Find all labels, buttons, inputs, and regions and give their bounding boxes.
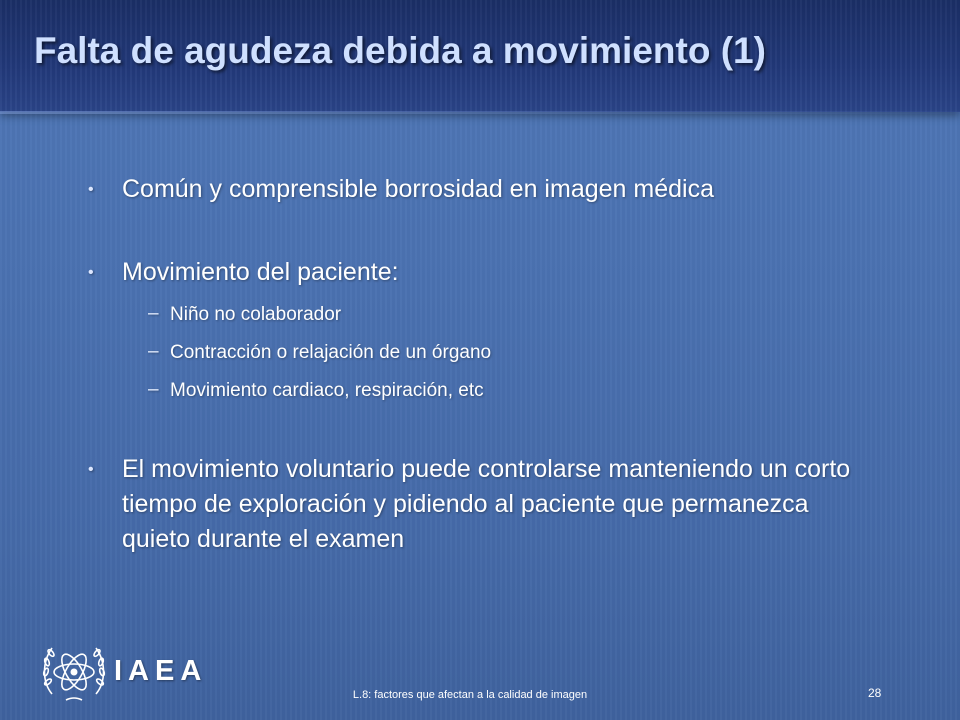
bullet-text: El movimiento voluntario puede controlarse manteniendo un corto tiempo de exploración y pidiendo al paciente que permanezca quieto durante el examen [122, 455, 851, 553]
slide-title: Falta de agudeza debida a movimiento (1) [34, 30, 766, 71]
bullet-text: Movimiento del paciente: [122, 258, 399, 286]
sub-bullet-text: Contracción o relajación de un órgano [170, 342, 492, 363]
bullet-icon: • [88, 264, 94, 281]
dash-icon: – [148, 379, 159, 400]
dash-icon: – [148, 303, 159, 324]
sub-bullet-item [148, 378, 868, 404]
iaea-logo-icon [38, 636, 110, 708]
sub-bullet-text: Niño no colaborador [170, 304, 342, 325]
sub-bullet-text: Movimiento cardiaco, respiración, etc [170, 380, 484, 401]
bullet-icon: • [88, 461, 94, 478]
bullet-item [88, 255, 888, 290]
footer-caption: L.8: factores que afectan a la calidad de imagen [352, 689, 588, 701]
bullet-item [88, 452, 878, 557]
page-number: 28 [868, 686, 882, 700]
dash-icon: – [148, 341, 159, 362]
sub-bullet-item [148, 340, 868, 366]
bullet-item [88, 172, 888, 207]
title-bar [0, 0, 960, 112]
iaea-logo-text: IAEA [114, 655, 208, 687]
bullet-icon: • [88, 181, 94, 198]
bullet-text: Común y comprensible borrosidad en imagen médica [122, 175, 714, 203]
sub-bullet-item [148, 302, 868, 328]
